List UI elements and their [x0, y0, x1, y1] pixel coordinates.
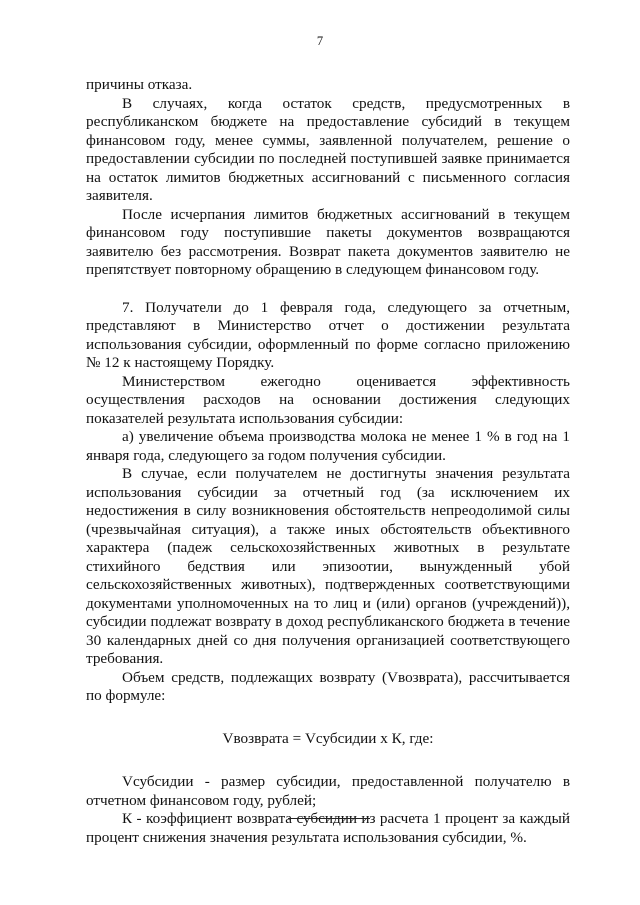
- paragraph-item-7-report: 7. Получатели до 1 февраля года, следующего за отчетным, представляют в Министерство отчет о достижении результата использования субсидии, оформленный по форме согласно приложению № 12 к настоящему Порядку.: [86, 298, 570, 371]
- paragraph-indicator-a: а) увеличение объема производства молока не менее 1 % в год на 1 января года, следующего за годом получения субсидии.: [86, 428, 570, 464]
- paragraph-subsidy-return: В случае, если получателем не достигнуты значения результата использования субсидии за отчетный год (за исключением их недостижения в силу возникновения обстоятельств непреодолимой силы (чрезвычайная ситуация), а также иных обстоятельств объективного характера (падеж сельскохозяйственных животных в результате стихийного бедствия или эпизоотии, вынужденный убой сельскохозяйственных животных), подтвержденных соответствующими документами уполномоченных на то лиц и (или) органов (учреждений)), субсидии подлежат возврату в доход республиканского бюджета в течение 30 календарных дней со дня получения организацией соответствующего требования.: [86, 465, 570, 667]
- end-divider-line: [288, 818, 370, 819]
- paragraph-refusal-reasons: причины отказа.: [86, 76, 193, 93]
- document-body: [86, 76, 570, 847]
- page-number: 7: [316, 34, 324, 48]
- paragraph-budget-remainder: В случаях, когда остаток средств, предусмотренных в республиканском бюджете на предоставление субсидий в текущем финансовом году, менее суммы, заявленной получателем, решение о предоставлении субсидии по последней поступившей заявке принимается на остаток лимитов бюджетных ассигнований с письменного согласия заявителя.: [86, 94, 570, 204]
- paragraph-limits-exhausted: После исчерпания лимитов бюджетных ассигнований в текущем финансовом году поступившие пакеты документов возвращаются заявителю без рассмотрения. Возврат пакета документов заявителю не препятствует повторному обращению в следующем финансовом году.: [86, 205, 570, 278]
- paragraph-efficiency-evaluation: Министерством ежегодно оценивается эффективность осуществления расходов на основании достижения следующих показателей результата использования субсидии:: [86, 372, 570, 427]
- paragraph-k-coefficient-definition: К - коэффициент возврата субсидии из расчета 1 процент за каждый процент снижения значения результата использования субсидии, %.: [86, 810, 570, 846]
- paragraph-v-subsidy-definition: Vсубсидии - размер субсидии, предоставленной получателю в отчетном финансовом году, рублей;: [86, 773, 570, 809]
- return-formula: Vвозврата = Vсубсидии x К, где:: [222, 729, 434, 747]
- paragraph-return-volume: Объем средств, подлежащих возврату (Vвозврата), рассчитывается по формуле:: [86, 668, 570, 704]
